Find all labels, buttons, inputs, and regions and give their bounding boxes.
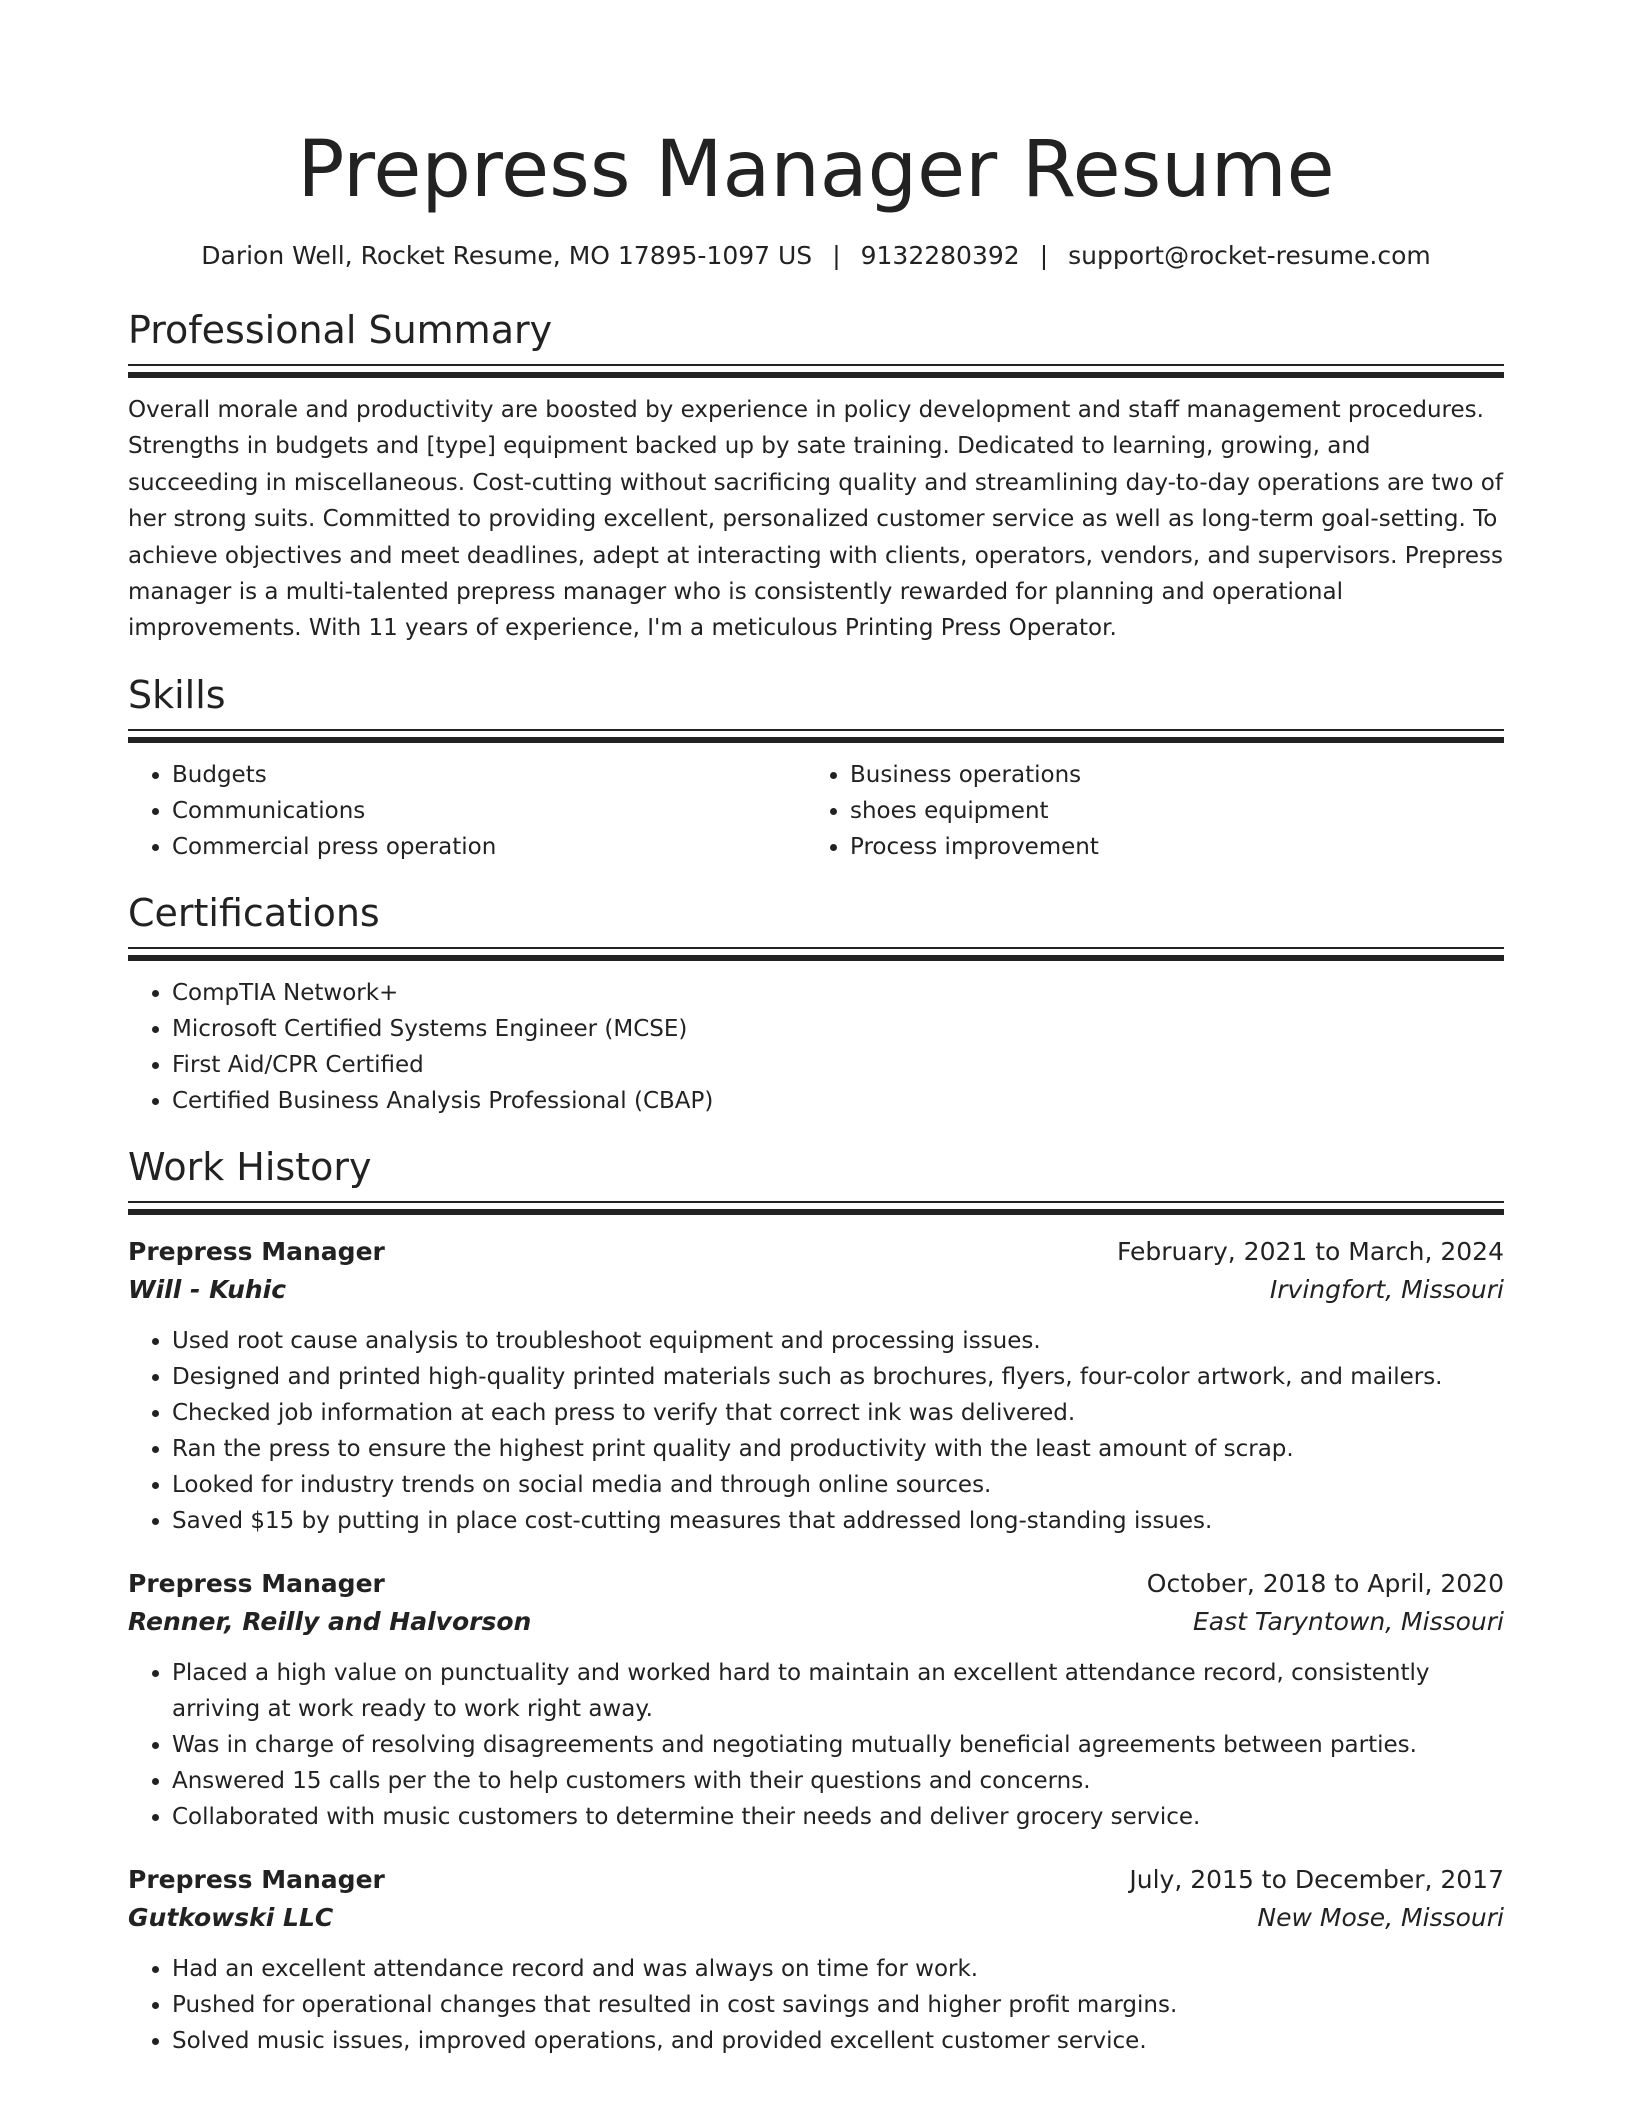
job-bullet: • Answered 15 calls per the to help customers with their questions and concerns.	[172, 1763, 1504, 1799]
section-rule	[128, 364, 1504, 366]
skills-list	[128, 757, 1504, 865]
job-bullet: • Saved $15 by putting in place cost-cutting measures that addressed long-standing issues.	[172, 1503, 1504, 1539]
resume-page	[128, 0, 1504, 2059]
job-bullet: • Collaborated with music customers to determine their needs and deliver grocery service.	[172, 1799, 1504, 1835]
skills-section	[128, 673, 1504, 865]
job-entry	[128, 1565, 1504, 1835]
job-dates: February, 2021 to March, 2024	[1116, 1236, 1504, 1266]
section-rule	[128, 729, 1504, 731]
section-rule	[128, 947, 1504, 949]
section-heading: Certifications	[128, 890, 380, 935]
certifications-section	[128, 891, 1504, 1119]
job-bullet: • Had an excellent attendance record and was always on time for work.	[172, 1951, 1504, 1987]
job-bullet: • Looked for industry trends on social media and through online sources.	[172, 1467, 1504, 1503]
job-company: Will - Kuhic	[128, 1274, 287, 1304]
skill-item: • Business operations	[850, 757, 1484, 793]
job-header	[128, 1233, 1504, 1271]
skill-item: • shoes equipment	[850, 793, 1484, 829]
section-heading: Professional Summary	[128, 308, 553, 352]
job-title: Prepress Manager	[128, 1236, 385, 1266]
job-bullet: • Solved music issues, improved operations, and provided excellent customer service.	[172, 2023, 1504, 2059]
job-entry	[128, 1861, 1504, 2059]
contact-email: support@rocket-resume.com	[1068, 241, 1431, 270]
skill-item: • Communications	[172, 793, 806, 829]
skills-column-right	[806, 757, 1484, 865]
job-title: Prepress Manager	[128, 1568, 385, 1598]
contact-address: Darion Well, Rocket Resume, MO 17895-1097 US	[201, 241, 813, 270]
job-bullet: • Used root cause analysis to troubleshoot equipment and processing issues.	[172, 1323, 1504, 1359]
job-header	[128, 1565, 1504, 1603]
work-history-section	[128, 1145, 1504, 2059]
contact-line	[128, 240, 1504, 272]
job-bullet: • Pushed for operational changes that resulted in cost savings and higher profit margins.	[172, 1987, 1504, 2023]
job-bullets	[128, 1655, 1504, 1835]
job-bullets	[128, 1323, 1504, 1539]
job-bullet: • Designed and printed high-quality printed materials such as brochures, flyers, four-color artwork, and mailers.	[172, 1359, 1504, 1395]
section-rule-thick	[128, 737, 1504, 743]
certification-item: • CompTIA Network+	[172, 975, 1504, 1011]
contact-separator: |	[832, 241, 841, 270]
job-title: Prepress Manager	[128, 1864, 385, 1894]
certification-item: • Certified Business Analysis Professional (CBAP)	[172, 1083, 1504, 1119]
job-header	[128, 1861, 1504, 1899]
certification-item: • Microsoft Certified Systems Engineer (MCSE)	[172, 1011, 1504, 1047]
job-location: Irvingfort, Missouri	[1269, 1274, 1504, 1304]
job-company: Gutkowski LLC	[128, 1902, 334, 1932]
skill-item: • Budgets	[172, 757, 806, 793]
certifications-list	[128, 975, 1504, 1119]
job-bullets	[128, 1951, 1504, 2059]
job-bullet: • Placed a high value on punctuality and worked hard to maintain an excellent attendance record, consistently arriving at work ready to work right away.	[172, 1655, 1504, 1727]
job-bullet: • Ran the press to ensure the highest print quality and productivity with the least amount of scrap.	[172, 1431, 1504, 1467]
section-rule-thick	[128, 1209, 1504, 1215]
skills-column-left	[128, 757, 806, 865]
job-dates: October, 2018 to April, 2020	[1146, 1568, 1504, 1598]
job-subheader	[128, 1899, 1504, 1937]
section-heading: Skills	[128, 672, 226, 717]
summary-section	[128, 308, 1504, 647]
job-location: New Mose, Missouri	[1257, 1902, 1504, 1932]
job-subheader	[128, 1271, 1504, 1309]
section-heading: Work History	[128, 1144, 372, 1189]
job-bullet: • Was in charge of resolving disagreements and negotiating mutually beneficial agreements between parties.	[172, 1727, 1504, 1763]
skill-item: • Commercial press operation	[172, 829, 806, 865]
job-company: Renner, Reilly and Halvorson	[128, 1606, 532, 1636]
job-bullet: • Checked job information at each press to verify that correct ink was delivered.	[172, 1395, 1504, 1431]
page-title: Prepress Manager Resume	[297, 125, 1335, 215]
job-dates: July, 2015 to December, 2017	[1129, 1864, 1504, 1894]
job-location: East Taryntown, Missouri	[1193, 1606, 1504, 1636]
summary-text: Overall morale and productivity are boosted by experience in policy development and staff management procedures. Strengths in budgets and [type] equipment backed up by sate training. Dedicated to learning, growing, and succeeding in miscellaneous. Cost-cutting without sacrificing quality and streamlining day-to-day operations are two of her strong suits. Committed to providing excellent, personalized customer service as well as long-term goal-setting. To achieve objectives and meet deadlines, adept at interacting with clients, operators, vendors, and supervisors. Prepress manager is a multi-talented prepress manager who is consistently rewarded for planning and operational improvements. With 11 years of experience, I'm a meticulous Printing Press Operator.	[128, 397, 1504, 642]
skill-item: • Process improvement	[850, 829, 1484, 865]
certification-item: • First Aid/CPR Certified	[172, 1047, 1504, 1083]
section-rule-thick	[128, 955, 1504, 961]
section-rule-thick	[128, 372, 1504, 378]
contact-phone: 9132280392	[860, 241, 1020, 270]
job-entry	[128, 1233, 1504, 1539]
contact-separator: |	[1039, 241, 1049, 270]
job-subheader	[128, 1603, 1504, 1641]
section-rule	[128, 1201, 1504, 1203]
